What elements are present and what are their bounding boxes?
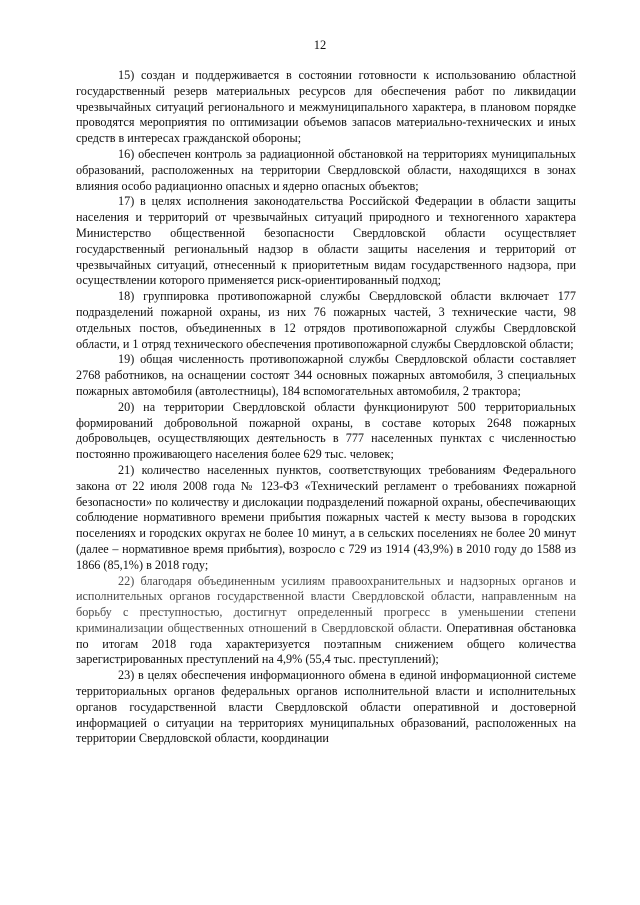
paragraph-22-gray-part: 22) благодаря объединенным усилиям правоохранительных и надзорных органов и исполнительных органов государственной власти Свердловской области, направленным на борьбу с преступностью, достигнут определенный прогресс в уменьшении степени криминализации общественных отношений в Свердловской области.: [76, 573, 576, 635]
page-number: 12: [313, 38, 327, 52]
paragraph-22-dark-part: Оперативная обстановка по итогам 2018 года характеризуется поэтапным снижением общего количества зарегистрированных преступлений на 4,9% (55,4 тыс. преступлений);: [76, 620, 576, 667]
paragraph-18: 18) группировка противопожарной службы Свердловской области включает 177 подразделений пожарной охраны, из них 76 пожарных частей, 3 технические части, 98 отдельных постов, объединенных в 12 отрядов противопожарной службы Свердловской области, и 1 отряд технического обеспечения противопожарной службы Свердловской области;: [76, 289, 576, 351]
paragraph-17: 17) в целях исполнения законодательства Российской Федерации в области защиты населения и территорий от чрезвычайных ситуаций природного и техногенного характера Министерство общественной безопасности Свердловской области осуществляет государственный региональный надзор в области защиты населения и территорий от чрезвычайных ситуаций, отнесенный к приоритетным видам государственного надзора, при осуществлении которого применяется риск-ориентированный подход;: [76, 194, 576, 288]
paragraph-16: 16) обеспечен контроль за радиационной обстановкой на территориях муниципальных образований, расположенных на территории Свердловской области, находящихся в зонах влияния особо радиационно опасных и ядерно опасных объектов;: [76, 146, 576, 193]
paragraph-19: 19) общая численность противопожарной службы Свердловской области составляет 2768 работников, на оснащении состоят 344 основных пожарных автомобиля, 3 специальных пожарных автомобиля (автолестницы), 184 вспомогательных автомобиля, 2 трактора;: [76, 352, 576, 398]
document-body: [76, 68, 576, 747]
paragraph-15: 15) создан и поддерживается в состоянии готовности к использованию областной государственный резерв материальных ресурсов для обеспечения работ по ликвидации чрезвычайных ситуаций регионального и межмуниципального характера, в плановом порядке проводятся мероприятия по оптимизации объемов запасов материально-технических и иных средств в интересах гражданской обороны;: [76, 68, 576, 146]
paragraph-20: 20) на территории Свердловской области функционируют 500 территориальных формирований добровольной пожарной охраны, в составе которых 2648 пожарных добровольцев, осуществляющих деятельность в 777 населенных пунктах с численностью постоянно проживающего населения более 629 тыс. человек;: [76, 399, 576, 462]
paragraph-22: [76, 574, 576, 669]
paragraph-21: 21) количество населенных пунктов, соответствующих требованиям Федерального закона от 22 июля 2008 года № 123-ФЗ «Технический регламент о требованиях пожарной безопасности» по количеству и дислокации подразделений пожарной охраны, обеспечивающих соблюдение нормативного времени прибытия пожарных частей к месту вызова в городских поселениях и городских округах не более 10 минут, а в сельских поселениях не более 20 минут (далее – нормативное время прибытия), возросло с 729 из 1914 (43,9%) в 2010 году до 1588 из 1866 (85,1%) в 2018 году;: [76, 462, 576, 572]
paragraph-23: 23) в целях обеспечения информационного обмена в единой информационной системе территориальных органов федеральных органов исполнительной власти и исполнительных органов государственной власти Свердловской области оперативной и достоверной информацией о ситуации на территориях муниципальных образований, расположенных на территории Свердловской области, координации: [76, 668, 576, 746]
